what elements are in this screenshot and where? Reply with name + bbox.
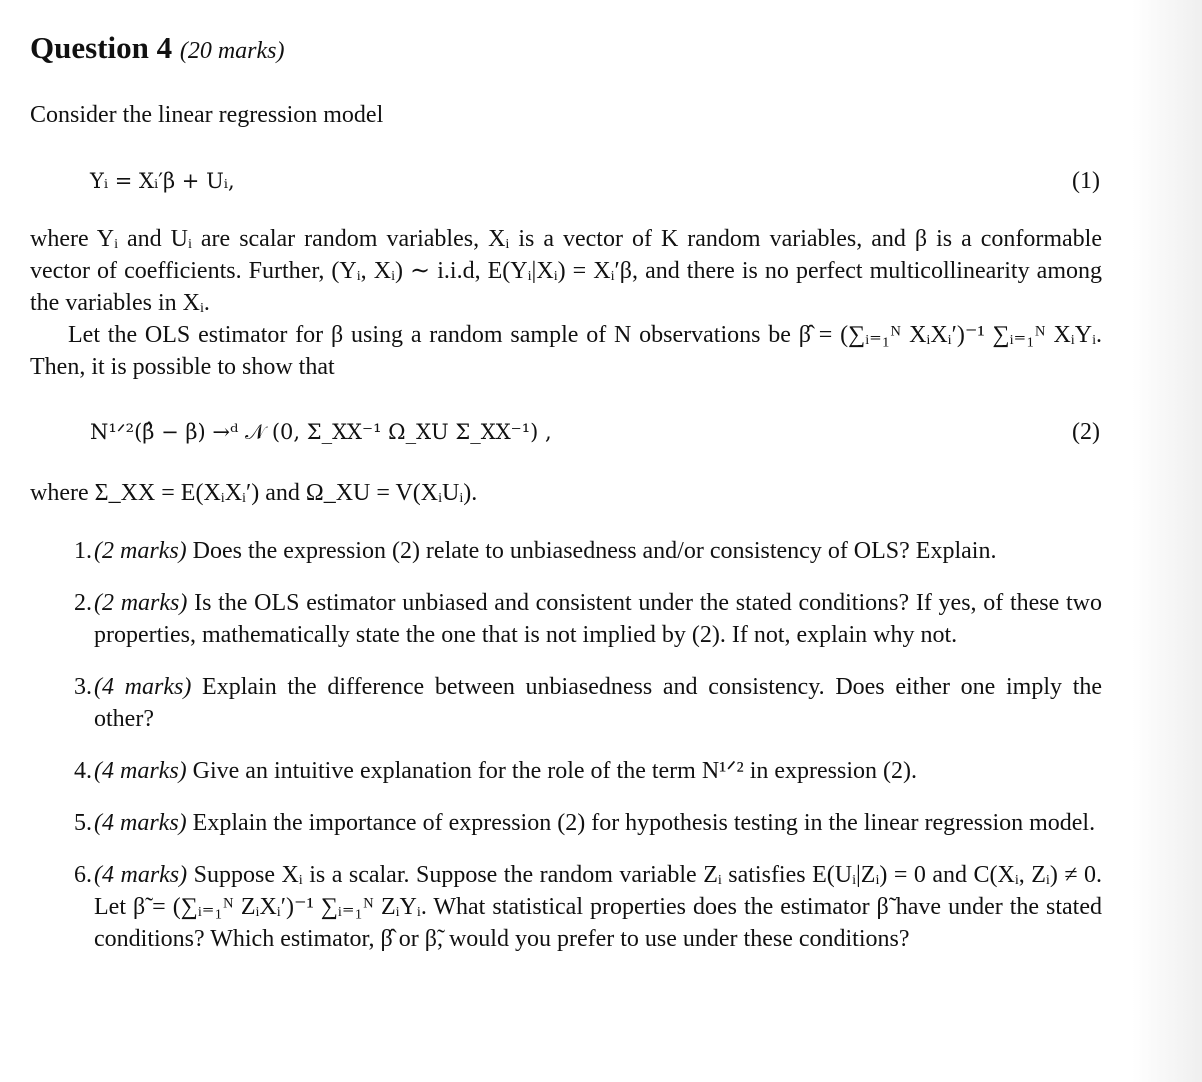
equation-2-number: (2)	[1072, 419, 1100, 445]
item-text: Does the expression (2) relate to unbiasedness and/or consistency of OLS? Explain.	[192, 538, 997, 564]
list-item	[30, 807, 1102, 839]
item-text-wrapper	[92, 755, 1102, 787]
list-item	[30, 755, 1102, 787]
item-text: Suppose Xᵢ is a scalar. Suppose the random variable Zᵢ satisfies E(Uᵢ|Zᵢ) = 0 and C(Xᵢ, Zᵢ) ≠ 0. Let β̃ = (∑ᵢ₌₁ᴺ ZᵢXᵢ′)⁻¹ ∑ᵢ₌₁ᴺ ZᵢYᵢ. What statistical properties does the estimator β̃ have under the stated conditions? Which estimator, β̂ or β̃, would you prefer to use under these conditions?	[94, 862, 1103, 952]
item-text-wrapper	[92, 859, 1102, 955]
list-item	[30, 859, 1102, 955]
item-marks: (2 marks)	[94, 590, 188, 616]
item-text-wrapper	[92, 535, 1102, 567]
item-marks: (4 marks)	[94, 758, 187, 784]
item-number: 3.	[74, 674, 92, 700]
item-marks: (2 marks)	[94, 538, 187, 564]
item-text: Explain the importance of expression (2) for hypothesis testing in the linear regression model.	[192, 810, 1096, 836]
list-item	[30, 587, 1102, 651]
item-number: 2.	[74, 590, 92, 616]
document-body	[30, 26, 1102, 975]
equation-1	[30, 159, 1102, 203]
item-number: 1.	[74, 538, 92, 564]
item-text-wrapper	[92, 671, 1102, 735]
item-marks: (4 marks)	[94, 862, 188, 888]
equation-2	[30, 407, 1102, 457]
equation-1-formula: Yᵢ = Xᵢ′β + Uᵢ,	[90, 169, 235, 193]
item-number: 5.	[74, 810, 92, 836]
list-item	[30, 671, 1102, 735]
question-list	[30, 535, 1102, 955]
page-edge-shadow	[1132, 0, 1202, 1082]
item-number: 4.	[74, 758, 92, 784]
item-number: 6.	[74, 862, 92, 888]
question-marks: (20 marks)	[179, 38, 285, 64]
item-marks: (4 marks)	[94, 674, 192, 700]
item-text: Explain the difference between unbiasedness and consistency. Does either one imply the other?	[94, 674, 1103, 732]
where-paragraph: where Yᵢ and Uᵢ are scalar random variables, Xᵢ is a vector of K random variables, and β is a conformable vector of coefficients. Further, (Yᵢ, Xᵢ) ∼ i.i.d, E(Yᵢ|Xᵢ) = Xᵢ′β, and there is no perfect multicollinearity among the variables in Xᵢ.	[30, 226, 1102, 316]
item-marks: (4 marks)	[94, 810, 187, 836]
item-text: Give an intuitive explanation for the role of the term N¹ᐟ² in expression (2).	[192, 758, 918, 784]
item-text-wrapper	[92, 807, 1102, 839]
item-text: Is the OLS estimator unbiased and consistent under the stated conditions? If yes, of these two properties, mathematically state the one that is not implied by (2). If not, explain why not.	[94, 590, 1102, 648]
question-title: Question 4	[30, 30, 173, 65]
question-heading	[30, 26, 1102, 73]
equation-2-formula: N¹ᐟ²(β̂ − β) →ᵈ 𝒩 (0, Σ_XX⁻¹ Ω_XU Σ_XX⁻¹) ,	[90, 420, 552, 444]
ols-definition: Let the OLS estimator for β using a random sample of N observations be β̂ = (∑ᵢ₌₁ᴺ XᵢXᵢ′)⁻¹ ∑ᵢ₌₁ᴺ XᵢYᵢ. Then, it is possible to show that	[30, 322, 1102, 380]
list-item	[30, 535, 1102, 567]
item-text-wrapper	[92, 587, 1102, 651]
equation-1-number: (1)	[1072, 168, 1100, 194]
intro-text: Consider the linear regression model	[30, 102, 384, 128]
where-definitions: where Σ_XX = E(XᵢXᵢ′) and Ω_XU = V(XᵢUᵢ).	[30, 480, 478, 506]
